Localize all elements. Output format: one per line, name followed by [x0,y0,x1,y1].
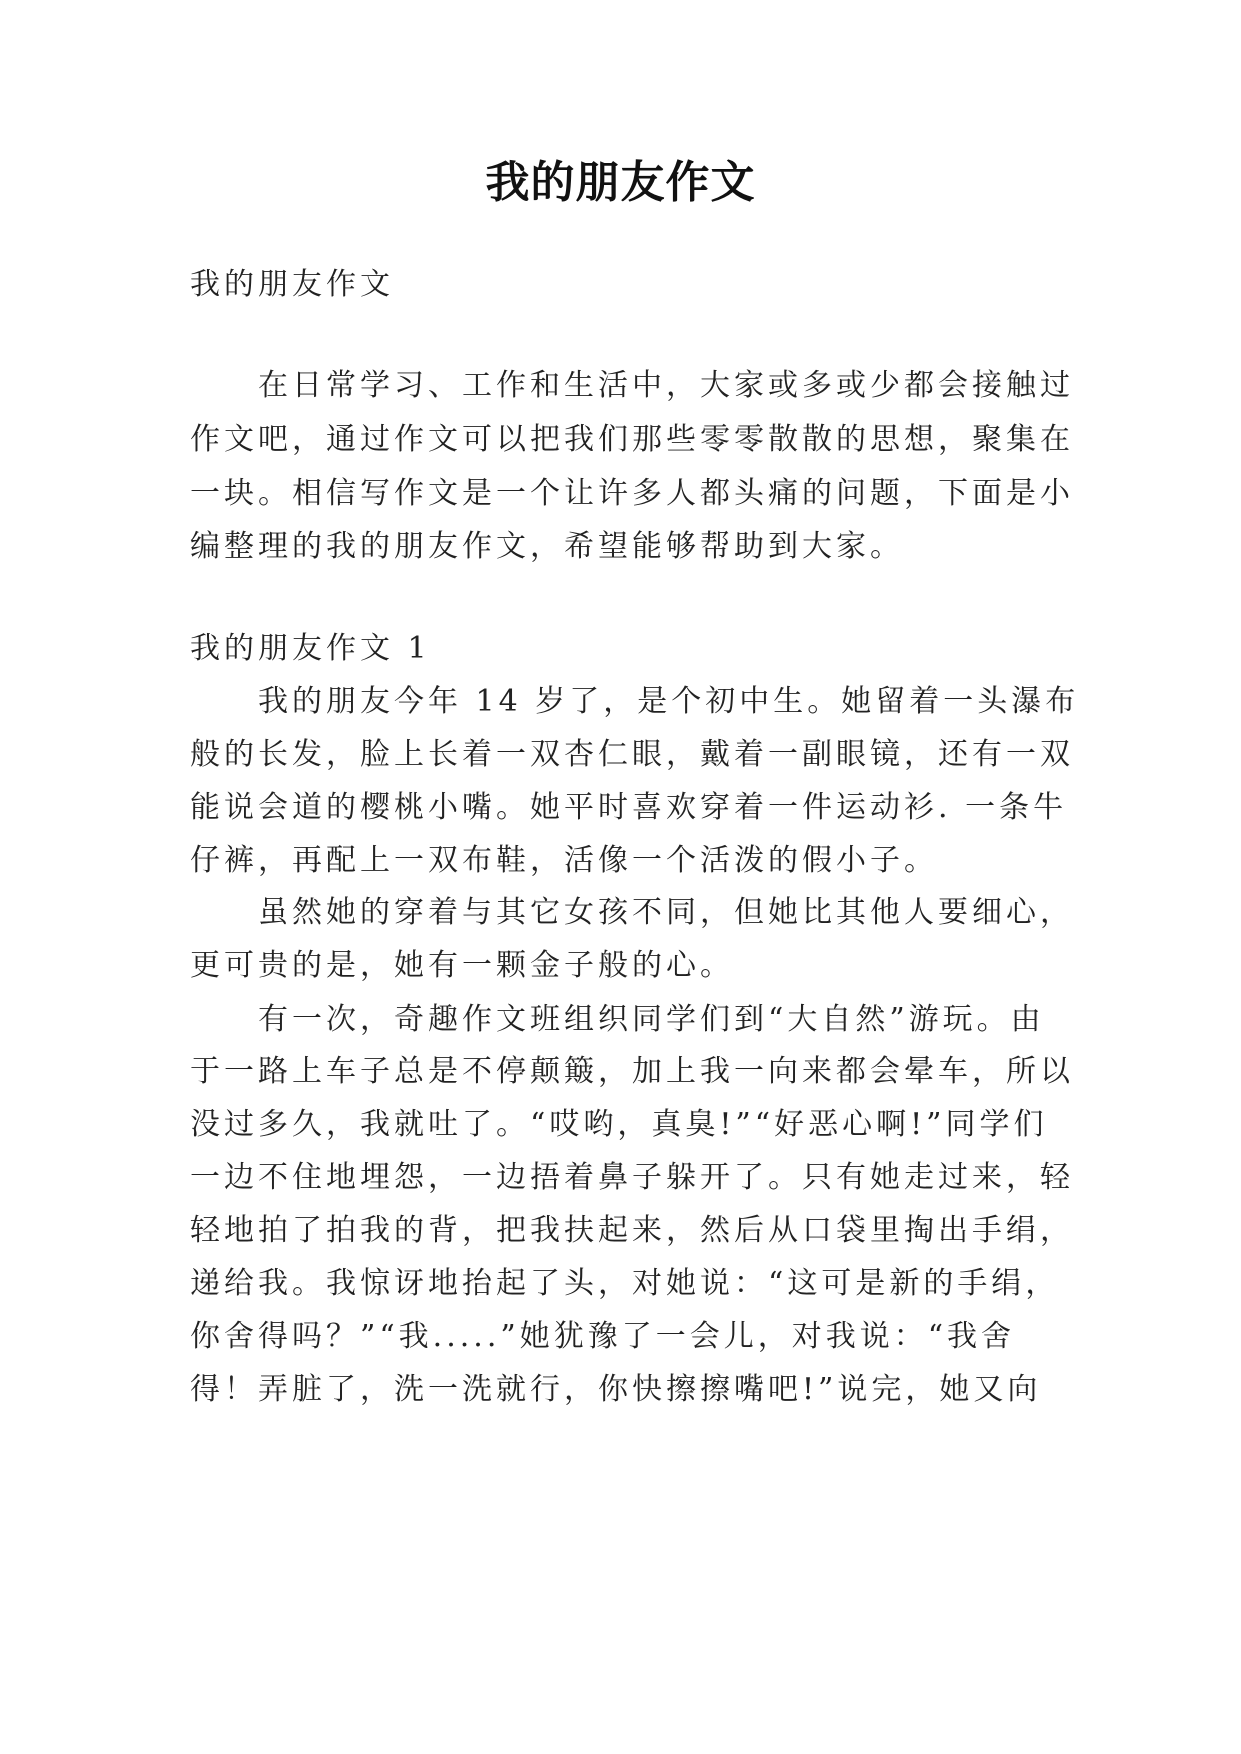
intro-line: 编整理的我的朋友作文，希望能够帮助到大家。 [190,529,904,564]
intro-line: 作文吧，通过作文可以把我们那些零零散散的思想，聚集在 [190,422,1074,457]
document-title: 我的朋友作文 [485,157,756,208]
section-heading: 我的朋友作文 1 [190,631,431,666]
paragraph-line: 轻地拍了拍我的背，把我扶起来，然后从口袋里掏出手绢， [190,1213,1074,1248]
paragraph-line: 递给我。我惊讶地抬起了头，对她说：“这可是新的手绢， [190,1266,1060,1301]
paragraph-line: 一边不住地埋怨，一边捂着鼻子躲开了。只有她走过来，轻 [190,1160,1074,1195]
paragraph-line: 更可贵的是，她有一颗金子般的心。 [190,948,734,983]
paragraph-line: 有一次，奇趣作文班组织同学们到“大自然”游玩。由 [258,1002,1045,1037]
subtitle: 我的朋友作文 [190,267,394,302]
paragraph-line: 虽然她的穿着与其它女孩不同，但她比其他人要细心， [258,895,1074,930]
intro-line: 在日常学习、工作和生活中，大家或多或少都会接触过 [258,368,1074,403]
paragraph-line: 仔裤，再配上一双布鞋，活像一个活泼的假小子。 [190,843,938,878]
intro-line: 一块。相信写作文是一个让许多人都头痛的问题，下面是小 [190,476,1074,511]
paragraph-line: 没过多久，我就吐了。“哎哟，真臭!”“好恶心啊!”同学们 [190,1107,1048,1142]
paragraph-line: 般的长发，脸上长着一双杏仁眼，戴着一副眼镜，还有一双 [190,737,1074,772]
paragraph-line: 得！弄脏了，洗一洗就行，你快擦擦嘴吧!”说完，她又向 [190,1372,1042,1407]
paragraph-line: 我的朋友今年 14 岁了，是个初中生。她留着一头瀑布 [258,684,1080,719]
paragraph-line: 能说会道的樱桃小嘴。她平时喜欢穿着一件运动衫. 一条牛 [190,790,1068,825]
paragraph-line: 你舍得吗？”“我.....”她犹豫了一会儿，对我说：“我舍 [190,1319,1016,1354]
paragraph-line: 于一路上车子总是不停颠簸，加上我一向来都会晕车，所以 [190,1054,1074,1089]
